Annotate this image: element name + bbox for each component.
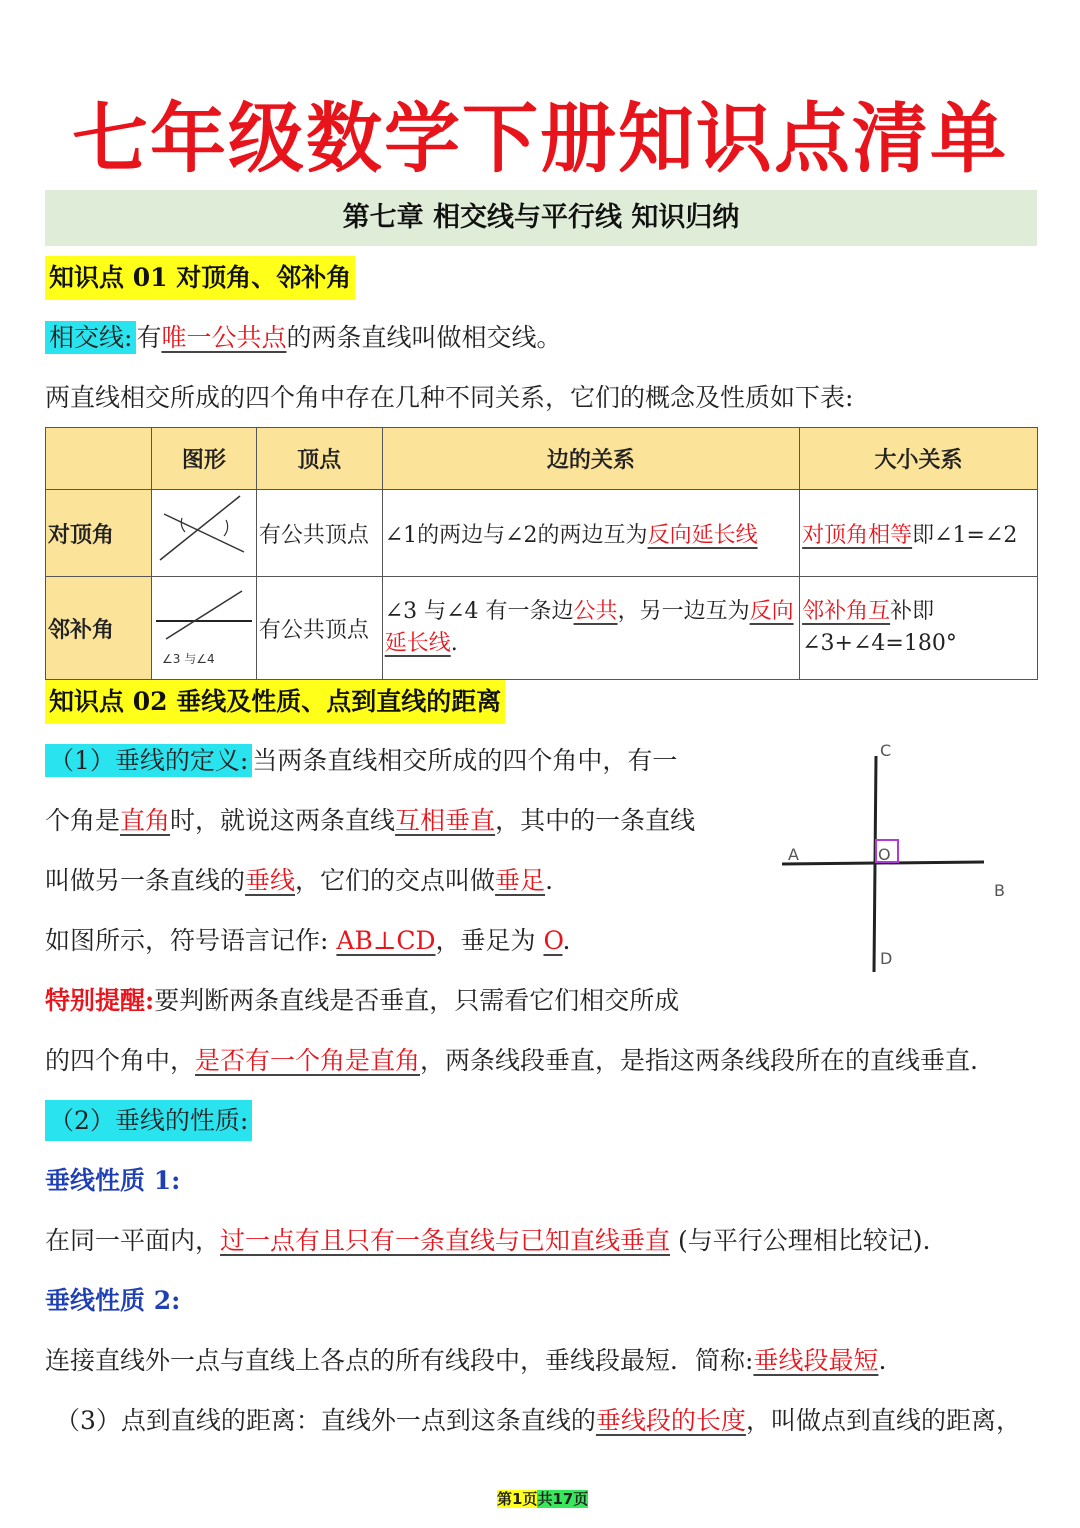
- size-relation-cell: [800, 577, 1038, 680]
- perpendicular-definition-line-3: [45, 861, 553, 901]
- table-header: 图形: [151, 428, 256, 490]
- key-phrase: 垂线段的长度: [595, 1406, 746, 1435]
- table-row: [46, 577, 1038, 680]
- page-total: 共17页: [537, 1490, 589, 1508]
- text: 的四个角中，: [45, 1046, 196, 1075]
- text: .: [562, 926, 571, 955]
- symbol-notation-line: [45, 921, 570, 961]
- reminder-line-1: [45, 981, 679, 1021]
- text: .: [545, 866, 554, 895]
- text: 有: [136, 323, 162, 352]
- adjacent-angles-figure: [151, 577, 256, 680]
- text: ∠3 与∠4 有一条边: [384, 599, 574, 624]
- key-phrase: 反向延长线: [384, 599, 794, 656]
- key-phrase: 是否有一个角是直角: [195, 1046, 421, 1075]
- key-phrase: 对顶角相等: [802, 522, 913, 548]
- table-header: 大小关系: [800, 428, 1038, 490]
- key-phrase: 过一点有且只有一条直线与已知直线垂直: [220, 1226, 671, 1255]
- text: 连接直线外一点与直线上各点的所有线段中，垂线段最短．简称:: [45, 1346, 754, 1375]
- text: ，它们的交点叫做: [295, 866, 496, 895]
- text: （3）点到直线的距离：直线外一点到这条直线的: [55, 1406, 596, 1435]
- text: ，其中的一条直线: [495, 806, 696, 835]
- text: 在同一平面内，: [45, 1226, 221, 1255]
- perpendicular-definition-line-2: [45, 801, 695, 841]
- kp2-heading: 知识点 02 垂线及性质、点到直线的距离: [45, 680, 505, 724]
- label-d: D: [880, 949, 893, 968]
- table-header: 边的关系: [382, 428, 799, 490]
- intersecting-lines-definition: [45, 318, 561, 358]
- label-c: C: [880, 741, 892, 760]
- text: 补即∠3+∠4=180°: [802, 599, 957, 656]
- page-footer: [497, 1488, 588, 1510]
- text: 如图所示，符号语言记作:: [45, 926, 329, 955]
- text: 的两条直线叫做相交线。: [286, 323, 562, 352]
- text: 时，就说这两条直线: [170, 806, 396, 835]
- key-phrase: 公共: [573, 599, 618, 624]
- kp1-heading: 知识点 01 对顶角、邻补角: [45, 256, 355, 300]
- text: .: [450, 631, 458, 656]
- vertex-cell: 有公共顶点: [256, 577, 382, 680]
- text: ，垂足为: [435, 926, 536, 955]
- text: 个角是: [45, 806, 121, 835]
- property-1-text: [45, 1221, 930, 1261]
- text: ∠1的两边与∠2的两边互为: [384, 522, 648, 548]
- label-b: B: [994, 881, 1005, 900]
- table-header-row: [46, 428, 1038, 490]
- property-2-text: [45, 1341, 886, 1381]
- vertical-angles-diagram: [152, 490, 256, 570]
- properties-label: （2）垂线的性质:: [45, 1100, 252, 1141]
- property-1-title: 垂线性质 1:: [45, 1166, 181, 1195]
- text: ，两条线段垂直，是指这两条线段所在的直线垂直.: [420, 1046, 978, 1075]
- label-a: A: [788, 845, 799, 864]
- key-phrase: 反向延长线: [647, 522, 758, 548]
- text: .: [878, 1346, 887, 1375]
- key-phrase: 直角: [120, 806, 171, 835]
- key-phrase: 垂足: [495, 866, 546, 895]
- properties-heading: [45, 1101, 252, 1141]
- reminder-label: 特别提醒:: [45, 986, 155, 1015]
- key-phrase: O: [543, 926, 563, 955]
- text: 叫做另一条直线的: [45, 866, 246, 895]
- text: (与平行公理相比较记).: [677, 1226, 931, 1255]
- edge-relation-cell: [382, 490, 799, 577]
- perpendicular-diagram: [770, 736, 1030, 976]
- row-name: 邻补角: [46, 577, 152, 680]
- key-phrase: 垂线: [245, 866, 296, 895]
- definition-label: 相交线:: [45, 321, 136, 354]
- page-number: 第1页: [497, 1490, 538, 1508]
- text: 当两条直线相交所成的四个角中，有一: [252, 746, 678, 775]
- reminder-line-2: [45, 1041, 978, 1081]
- chapter-heading: 第七章 相交线与平行线 知识归纳: [45, 190, 1037, 246]
- edge-relation-cell: [382, 577, 799, 680]
- table-header: [46, 428, 152, 490]
- adjacent-angles-diagram: [152, 577, 256, 673]
- text: 要判断两条直线是否垂直，只需看它们相交所成: [154, 986, 680, 1015]
- key-phrase: 互相垂直: [395, 806, 496, 835]
- key-phrase: AB⊥CD: [336, 926, 436, 955]
- perpendicular-definition-line-1: [45, 741, 677, 781]
- row-name: 对顶角: [46, 490, 152, 577]
- table-row: [46, 490, 1038, 577]
- distance-definition: [55, 1401, 1021, 1441]
- vertical-angles-figure: [151, 490, 256, 577]
- table-header: 顶点: [256, 428, 382, 490]
- table-intro: 两直线相交所成的四个角中存在几种不同关系，它们的概念及性质如下表:: [45, 383, 854, 412]
- definition-label: （1）垂线的定义:: [45, 744, 252, 777]
- label-o: O: [878, 845, 891, 864]
- angle-relations-table: [45, 427, 1038, 680]
- key-phrase: 邻补角互: [802, 599, 891, 624]
- property-2-title: 垂线性质 2:: [45, 1286, 181, 1315]
- key-phrase: 唯一公共点: [161, 323, 287, 352]
- page-title: 七年级数学下册知识点清单: [72, 94, 1008, 183]
- text: ，另一边互为: [617, 599, 750, 624]
- figure-caption: ∠3 与∠4: [161, 652, 215, 666]
- vertex-cell: 有公共顶点: [256, 490, 382, 577]
- text: ，叫做点到直线的距离，: [745, 1406, 1021, 1435]
- text: 即∠1=∠2: [912, 522, 1018, 548]
- key-phrase: 垂线段最短: [753, 1346, 879, 1375]
- size-relation-cell: [800, 490, 1038, 577]
